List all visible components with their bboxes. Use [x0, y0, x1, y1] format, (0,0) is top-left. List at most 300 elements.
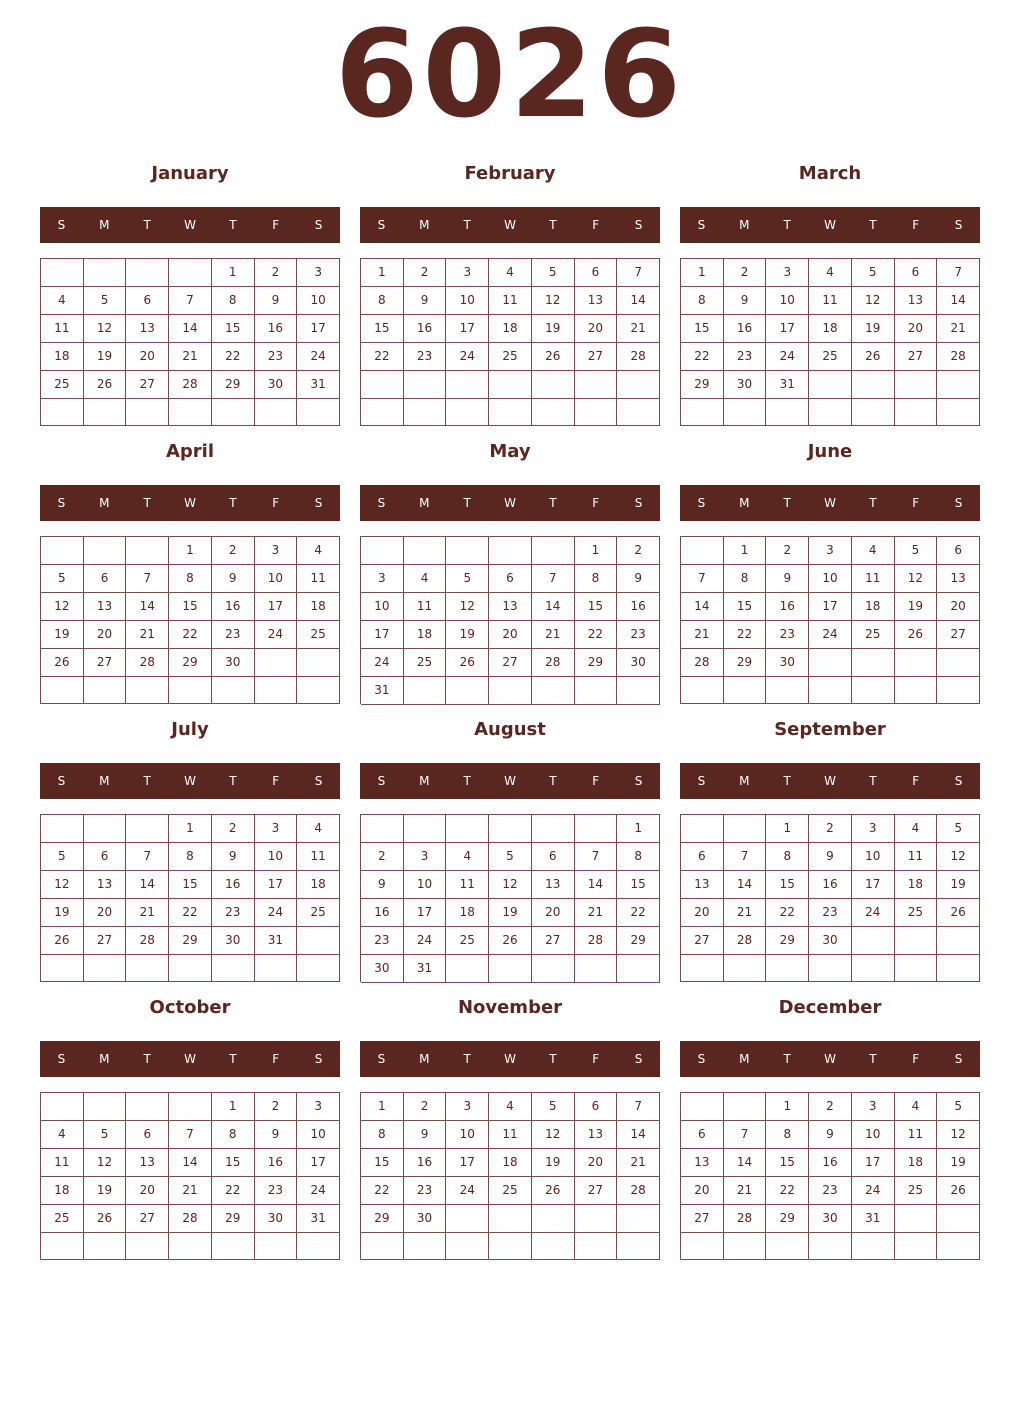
empty-day-cell	[446, 1205, 489, 1233]
day-cell: 17	[255, 871, 298, 899]
weekday-header	[360, 485, 660, 521]
weekday-label: S	[314, 218, 323, 232]
day-grid	[360, 1092, 660, 1260]
empty-day-cell	[41, 1233, 84, 1260]
day-cell: 29	[575, 649, 618, 677]
weekday-label: S	[377, 218, 386, 232]
day-grid	[680, 1092, 980, 1260]
weekday-label: M	[99, 496, 110, 510]
day-cell: 10	[766, 287, 809, 315]
day-cell: 7	[532, 565, 575, 593]
day-cell: 9	[404, 287, 447, 315]
day-cell: 2	[404, 259, 447, 287]
day-cell: 18	[895, 871, 938, 899]
day-cell: 26	[41, 927, 84, 955]
day-cell: 22	[766, 899, 809, 927]
day-cell: 25	[489, 343, 532, 371]
empty-day-cell	[809, 399, 852, 426]
month-name: April	[165, 441, 215, 462]
weekday-label: M	[419, 496, 430, 510]
day-cell: 27	[126, 1205, 169, 1233]
day-cell: 27	[575, 1177, 618, 1205]
day-cell: 21	[575, 899, 618, 927]
weekday-label: F	[272, 1052, 280, 1066]
empty-day-cell	[41, 955, 84, 982]
day-cell: 21	[126, 621, 169, 649]
weekday-header	[680, 1041, 980, 1077]
day-cell: 25	[809, 343, 852, 371]
day-cell: 17	[766, 315, 809, 343]
empty-day-cell	[766, 955, 809, 982]
day-cell: 27	[681, 1205, 724, 1233]
day-cell: 28	[937, 343, 980, 371]
weekday-label: T	[783, 218, 791, 232]
day-cell: 21	[724, 899, 767, 927]
day-cell: 20	[575, 1149, 618, 1177]
month-name: February	[464, 163, 556, 184]
day-cell: 24	[852, 899, 895, 927]
weekday-header	[680, 207, 980, 243]
day-cell: 29	[617, 927, 660, 955]
day-cell: 11	[446, 871, 489, 899]
day-cell: 20	[489, 621, 532, 649]
weekday-label: S	[954, 496, 963, 510]
day-cell: 2	[255, 259, 298, 287]
empty-day-cell	[809, 677, 852, 704]
empty-day-cell	[852, 399, 895, 426]
day-cell: 29	[681, 371, 724, 399]
empty-day-cell	[852, 1233, 895, 1260]
empty-day-cell	[852, 649, 895, 677]
day-grid	[360, 258, 660, 426]
day-cell: 22	[361, 1177, 404, 1205]
day-cell: 28	[681, 649, 724, 677]
day-cell: 3	[255, 815, 298, 843]
empty-day-cell	[724, 955, 767, 982]
weekday-label: W	[824, 496, 836, 510]
day-cell: 4	[809, 259, 852, 287]
empty-day-cell	[255, 955, 298, 982]
weekday-label: S	[954, 1052, 963, 1066]
empty-day-cell	[126, 399, 169, 426]
weekday-label: F	[272, 496, 280, 510]
day-cell: 10	[809, 565, 852, 593]
day-cell: 12	[532, 1121, 575, 1149]
empty-day-cell	[489, 537, 532, 565]
day-cell: 3	[297, 259, 340, 287]
day-cell: 30	[404, 1205, 447, 1233]
day-cell: 12	[937, 1121, 980, 1149]
day-cell: 1	[724, 537, 767, 565]
day-cell: 15	[766, 871, 809, 899]
weekday-label: T	[549, 218, 557, 232]
day-cell: 21	[617, 315, 660, 343]
day-cell: 17	[852, 871, 895, 899]
day-cell: 18	[446, 899, 489, 927]
day-cell: 25	[895, 899, 938, 927]
weekday-label: T	[143, 218, 151, 232]
empty-day-cell	[575, 371, 618, 399]
day-grid	[680, 814, 980, 982]
weekday-label: S	[377, 1052, 386, 1066]
empty-day-cell	[617, 1205, 660, 1233]
day-cell: 21	[169, 1177, 212, 1205]
weekday-label: S	[57, 774, 66, 788]
day-cell: 8	[617, 843, 660, 871]
day-cell: 24	[766, 343, 809, 371]
day-cell: 11	[895, 1121, 938, 1149]
empty-day-cell	[169, 259, 212, 287]
empty-day-cell	[489, 1205, 532, 1233]
day-grid	[40, 536, 340, 704]
day-cell: 25	[297, 621, 340, 649]
day-grid	[680, 536, 980, 704]
day-cell: 23	[809, 1177, 852, 1205]
empty-day-cell	[446, 371, 489, 399]
empty-day-cell	[617, 677, 660, 705]
day-cell: 18	[41, 343, 84, 371]
day-cell: 7	[937, 259, 980, 287]
day-cell: 17	[852, 1149, 895, 1177]
day-cell: 19	[937, 871, 980, 899]
empty-day-cell	[766, 1233, 809, 1260]
day-cell: 7	[724, 843, 767, 871]
year-title: 6026	[335, 6, 685, 145]
day-cell: 28	[617, 343, 660, 371]
weekday-label: W	[184, 774, 196, 788]
weekday-label: S	[634, 496, 643, 510]
day-cell: 24	[852, 1177, 895, 1205]
weekday-label: T	[229, 218, 237, 232]
day-cell: 27	[937, 621, 980, 649]
day-cell: 27	[681, 927, 724, 955]
day-cell: 4	[404, 565, 447, 593]
day-cell: 21	[617, 1149, 660, 1177]
weekday-label: W	[504, 774, 516, 788]
day-cell: 24	[297, 1177, 340, 1205]
empty-day-cell	[617, 1233, 660, 1260]
weekday-label: S	[634, 1052, 643, 1066]
day-cell: 14	[937, 287, 980, 315]
day-cell: 10	[361, 593, 404, 621]
day-cell: 20	[126, 343, 169, 371]
weekday-label: W	[504, 1052, 516, 1066]
empty-day-cell	[169, 399, 212, 426]
empty-day-cell	[84, 677, 127, 704]
day-cell: 7	[724, 1121, 767, 1149]
empty-day-cell	[297, 1233, 340, 1260]
day-cell: 14	[532, 593, 575, 621]
empty-day-cell	[681, 955, 724, 982]
empty-day-cell	[895, 1233, 938, 1260]
empty-day-cell	[724, 1093, 767, 1121]
day-cell: 15	[212, 315, 255, 343]
day-cell: 22	[169, 899, 212, 927]
empty-day-cell	[489, 815, 532, 843]
weekday-label: M	[739, 218, 750, 232]
empty-day-cell	[126, 537, 169, 565]
day-cell: 2	[766, 537, 809, 565]
empty-day-cell	[809, 649, 852, 677]
day-cell: 26	[532, 343, 575, 371]
day-cell: 4	[852, 537, 895, 565]
empty-day-cell	[937, 399, 980, 426]
day-cell: 20	[84, 899, 127, 927]
day-cell: 12	[84, 315, 127, 343]
day-cell: 1	[212, 259, 255, 287]
empty-day-cell	[489, 399, 532, 427]
weekday-label: W	[824, 1052, 836, 1066]
day-cell: 10	[297, 287, 340, 315]
day-cell: 6	[895, 259, 938, 287]
day-cell: 27	[126, 371, 169, 399]
day-cell: 31	[297, 1205, 340, 1233]
day-cell: 5	[937, 815, 980, 843]
empty-day-cell	[895, 399, 938, 426]
day-cell: 23	[212, 621, 255, 649]
month-name: January	[151, 163, 229, 184]
weekday-label: F	[912, 774, 920, 788]
empty-day-cell	[532, 537, 575, 565]
day-cell: 8	[575, 565, 618, 593]
empty-day-cell	[617, 371, 660, 399]
weekday-label: S	[697, 774, 706, 788]
day-cell: 21	[169, 343, 212, 371]
empty-day-cell	[681, 815, 724, 843]
empty-day-cell	[212, 677, 255, 704]
day-cell: 20	[681, 1177, 724, 1205]
empty-day-cell	[126, 1233, 169, 1260]
day-cell: 16	[724, 315, 767, 343]
empty-day-cell	[84, 1233, 127, 1260]
day-cell: 17	[255, 593, 298, 621]
day-cell: 30	[809, 1205, 852, 1233]
weekday-header	[360, 763, 660, 799]
weekday-label: S	[634, 774, 643, 788]
day-cell: 16	[255, 315, 298, 343]
day-cell: 8	[766, 843, 809, 871]
day-cell: 21	[724, 1177, 767, 1205]
day-cell: 2	[724, 259, 767, 287]
empty-day-cell	[41, 1093, 84, 1121]
empty-day-cell	[895, 927, 938, 955]
day-cell: 11	[489, 287, 532, 315]
weekday-label: S	[634, 218, 643, 232]
day-cell: 12	[895, 565, 938, 593]
day-cell: 16	[255, 1149, 298, 1177]
empty-day-cell	[255, 399, 298, 426]
day-cell: 5	[446, 565, 489, 593]
day-cell: 2	[617, 537, 660, 565]
weekday-header	[680, 763, 980, 799]
empty-day-cell	[575, 1205, 618, 1233]
day-cell: 9	[617, 565, 660, 593]
day-cell: 14	[169, 315, 212, 343]
month-name: December	[778, 997, 882, 1018]
day-cell: 29	[724, 649, 767, 677]
day-cell: 23	[255, 343, 298, 371]
day-grid	[40, 1092, 340, 1260]
day-cell: 15	[766, 1149, 809, 1177]
day-cell: 13	[84, 871, 127, 899]
day-cell: 1	[212, 1093, 255, 1121]
month-name: November	[457, 997, 563, 1018]
empty-day-cell	[532, 815, 575, 843]
day-cell: 26	[489, 927, 532, 955]
day-cell: 9	[212, 843, 255, 871]
empty-day-cell	[169, 955, 212, 982]
day-cell: 15	[575, 593, 618, 621]
day-cell: 25	[41, 1205, 84, 1233]
empty-day-cell	[532, 371, 575, 399]
day-cell: 12	[532, 287, 575, 315]
weekday-label: W	[504, 218, 516, 232]
day-cell: 22	[361, 343, 404, 371]
day-cell: 23	[809, 899, 852, 927]
day-cell: 6	[575, 1093, 618, 1121]
day-cell: 8	[361, 1121, 404, 1149]
empty-day-cell	[809, 371, 852, 399]
day-cell: 30	[212, 649, 255, 677]
day-cell: 8	[212, 1121, 255, 1149]
weekday-header	[360, 1041, 660, 1077]
weekday-label: S	[57, 1052, 66, 1066]
day-grid	[40, 814, 340, 982]
day-cell: 28	[126, 649, 169, 677]
weekday-label: W	[824, 774, 836, 788]
day-cell: 30	[724, 371, 767, 399]
day-cell: 14	[126, 593, 169, 621]
day-cell: 10	[404, 871, 447, 899]
empty-day-cell	[724, 677, 767, 704]
empty-day-cell	[681, 1093, 724, 1121]
day-cell: 1	[361, 1093, 404, 1121]
day-cell: 6	[681, 843, 724, 871]
day-cell: 18	[809, 315, 852, 343]
day-cell: 23	[724, 343, 767, 371]
day-cell: 1	[361, 259, 404, 287]
day-cell: 31	[766, 371, 809, 399]
weekday-label: T	[143, 496, 151, 510]
day-cell: 28	[532, 649, 575, 677]
empty-day-cell	[809, 1233, 852, 1260]
day-cell: 27	[489, 649, 532, 677]
empty-day-cell	[84, 1093, 127, 1121]
day-cell: 23	[212, 899, 255, 927]
day-cell: 13	[681, 1149, 724, 1177]
day-cell: 31	[852, 1205, 895, 1233]
day-cell: 15	[681, 315, 724, 343]
day-cell: 9	[809, 1121, 852, 1149]
day-cell: 28	[169, 1205, 212, 1233]
day-cell: 19	[41, 621, 84, 649]
weekday-label: S	[697, 496, 706, 510]
day-cell: 16	[404, 1149, 447, 1177]
empty-day-cell	[724, 399, 767, 426]
day-cell: 5	[532, 259, 575, 287]
empty-day-cell	[255, 1233, 298, 1260]
day-cell: 16	[212, 593, 255, 621]
day-cell: 12	[41, 871, 84, 899]
weekday-header	[360, 207, 660, 243]
empty-day-cell	[852, 955, 895, 982]
day-cell: 9	[766, 565, 809, 593]
empty-day-cell	[212, 399, 255, 426]
day-cell: 14	[724, 871, 767, 899]
day-cell: 9	[404, 1121, 447, 1149]
weekday-label: F	[912, 496, 920, 510]
day-cell: 21	[937, 315, 980, 343]
day-cell: 11	[489, 1121, 532, 1149]
day-cell: 5	[937, 1093, 980, 1121]
day-cell: 9	[724, 287, 767, 315]
day-cell: 10	[297, 1121, 340, 1149]
empty-day-cell	[169, 677, 212, 704]
weekday-label: S	[314, 1052, 323, 1066]
day-cell: 6	[126, 1121, 169, 1149]
weekday-label: T	[463, 1052, 471, 1066]
day-cell: 26	[446, 649, 489, 677]
empty-day-cell	[724, 1233, 767, 1260]
day-cell: 6	[84, 565, 127, 593]
day-cell: 3	[361, 565, 404, 593]
day-cell: 9	[255, 1121, 298, 1149]
day-cell: 1	[169, 537, 212, 565]
month-name: July	[171, 719, 209, 740]
day-cell: 23	[766, 621, 809, 649]
empty-day-cell	[852, 927, 895, 955]
day-cell: 2	[212, 815, 255, 843]
weekday-label: M	[739, 1052, 750, 1066]
day-cell: 18	[297, 593, 340, 621]
day-cell: 9	[809, 843, 852, 871]
weekday-label: T	[869, 496, 877, 510]
month-name: May	[489, 441, 531, 462]
day-cell: 19	[41, 899, 84, 927]
empty-day-cell	[617, 955, 660, 983]
day-cell: 22	[766, 1177, 809, 1205]
day-cell: 6	[84, 843, 127, 871]
empty-day-cell	[532, 1233, 575, 1260]
weekday-label: T	[783, 774, 791, 788]
day-cell: 26	[937, 1177, 980, 1205]
weekday-label: F	[592, 496, 600, 510]
empty-day-cell	[126, 815, 169, 843]
weekday-label: T	[549, 774, 557, 788]
empty-day-cell	[126, 1093, 169, 1121]
day-cell: 11	[895, 843, 938, 871]
day-grid	[360, 814, 660, 982]
empty-day-cell	[126, 677, 169, 704]
day-cell: 29	[766, 927, 809, 955]
day-cell: 16	[361, 899, 404, 927]
day-cell: 30	[766, 649, 809, 677]
empty-day-cell	[937, 649, 980, 677]
day-cell: 27	[84, 649, 127, 677]
weekday-label: W	[504, 496, 516, 510]
weekday-header	[40, 485, 340, 521]
day-cell: 30	[617, 649, 660, 677]
day-grid	[680, 258, 980, 426]
day-cell: 26	[852, 343, 895, 371]
day-cell: 25	[41, 371, 84, 399]
day-cell: 1	[575, 537, 618, 565]
day-cell: 7	[681, 565, 724, 593]
day-cell: 27	[532, 927, 575, 955]
weekday-label: T	[143, 774, 151, 788]
day-cell: 4	[297, 537, 340, 565]
day-cell: 24	[255, 899, 298, 927]
